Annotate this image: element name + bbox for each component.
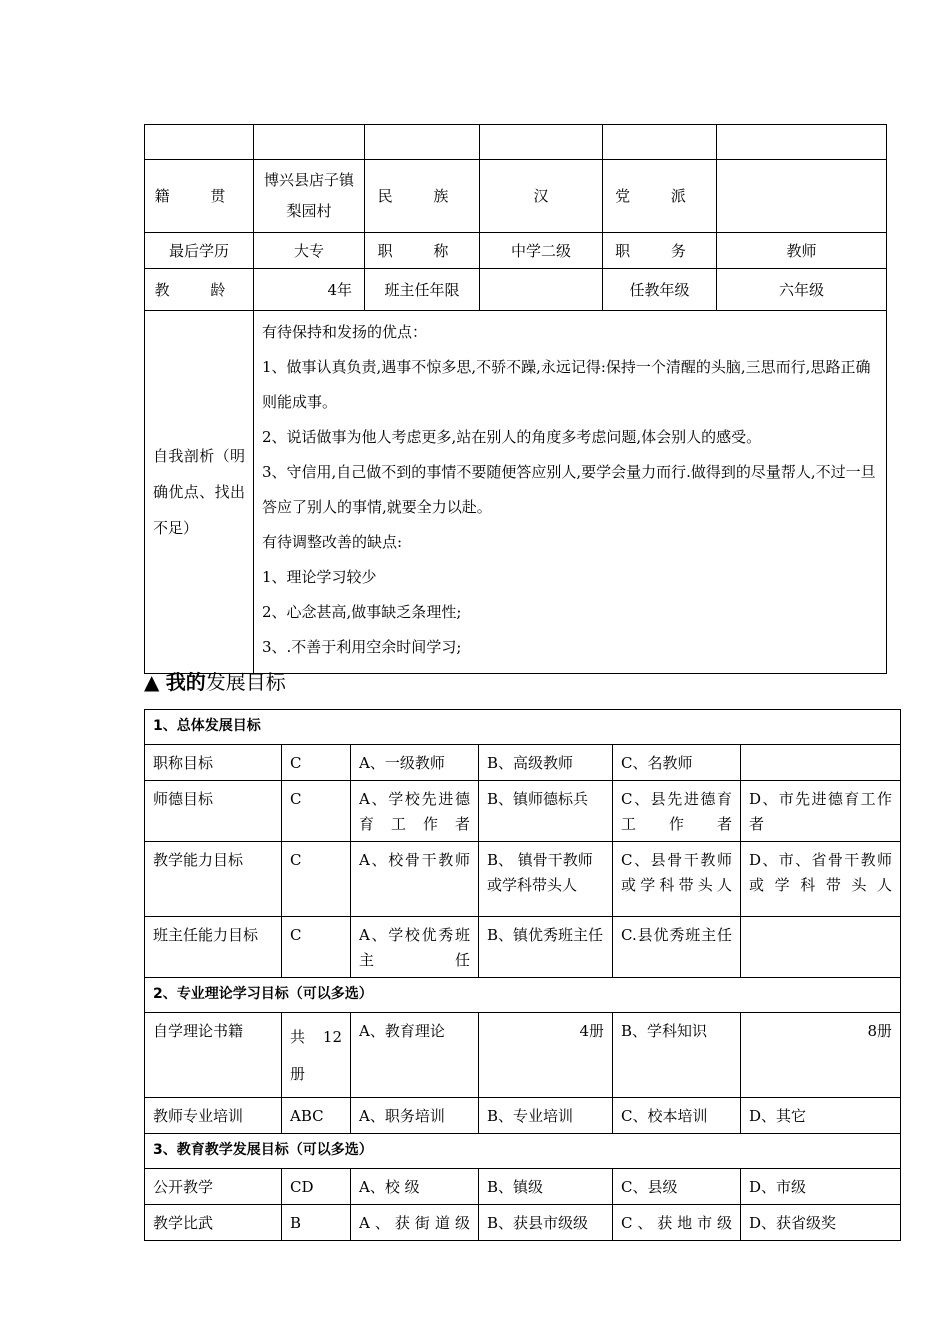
years-row <box>145 269 887 311</box>
goal-choice: C <box>282 917 351 978</box>
option-b: B、专业培训 <box>479 1098 613 1134</box>
option-b: B、获县市级级 <box>479 1205 613 1241</box>
goal-label: 职称目标 <box>145 745 282 781</box>
goal-choice: B <box>282 1205 351 1241</box>
self-line: 3、.不善于利用空余时间学习; <box>262 638 462 656</box>
origin-row <box>145 160 887 233</box>
party-label: 党 派 <box>603 160 717 233</box>
option-c: C、校本培训 <box>613 1098 741 1134</box>
option-d: D、市级 <box>741 1169 901 1205</box>
option-c: C、县先进德育工作者 <box>613 781 741 842</box>
option-c: C、获地市级 <box>613 1205 741 1241</box>
education-row <box>145 233 887 269</box>
goal-label: 班主任能力目标 <box>145 917 282 978</box>
option-b-count: 8册 <box>741 1013 901 1098</box>
option-a: A、教育理论 <box>351 1013 479 1098</box>
goals-table <box>144 709 901 1241</box>
goal-choice: C <box>282 745 351 781</box>
goal-choice: 共 12 册 <box>282 1013 351 1098</box>
ethnic-value: 汉 <box>480 160 603 233</box>
goal-label: 师德目标 <box>145 781 282 842</box>
self-line: 1、做事认真负责,遇事不惊多思,不骄不躁,永远记得:保持一个清醒的头脑,三思而行,思路正确则能成事。 <box>262 358 871 411</box>
section-title: 2、专业理论学习目标（可以多选） <box>145 978 901 1013</box>
section-title: 1、总体发展目标 <box>145 710 901 745</box>
title-value: 中学二级 <box>480 233 603 269</box>
section-row <box>145 978 901 1013</box>
ethnic-label: 民 族 <box>365 160 480 233</box>
option-b: B、镇级 <box>479 1169 613 1205</box>
goal-row <box>145 781 901 842</box>
duty-value: 教师 <box>717 233 887 269</box>
goal-row <box>145 842 901 917</box>
self-line: 2、心念甚高,做事缺乏条理性; <box>262 603 462 621</box>
goal-choice: C <box>282 842 351 917</box>
goal-label: 自学理论书籍 <box>145 1013 282 1098</box>
triangle-icon: ▲ <box>144 670 166 694</box>
goal-label: 教学比武 <box>145 1205 282 1241</box>
section-row <box>145 710 901 745</box>
origin-value: 博兴县店子镇梨园村 <box>254 160 365 233</box>
option-c: C、县级 <box>613 1169 741 1205</box>
option-d: D、市先进德育工作者 <box>741 781 901 842</box>
heading-rest: 发展目标 <box>205 670 286 694</box>
years-label: 教 龄 <box>145 269 254 311</box>
option-b: B、镇优秀班主任 <box>479 917 613 978</box>
option-a: A、职务培训 <box>351 1098 479 1134</box>
books-row <box>145 1013 901 1098</box>
section-heading <box>144 666 286 695</box>
teacher-info-table <box>144 124 887 674</box>
years-value: 4年 <box>254 269 365 311</box>
option-c: C、名教师 <box>613 745 741 781</box>
option-d: D、获省级奖 <box>741 1205 901 1241</box>
option-a-count: 4册 <box>479 1013 613 1098</box>
self-line: 有待保持和发扬的优点： <box>262 323 428 341</box>
headteacher-value <box>480 269 603 311</box>
goal-label: 公开教学 <box>145 1169 282 1205</box>
option-d: D、其它 <box>741 1098 901 1134</box>
option-a: A、学校先进德育工作者 <box>351 781 479 842</box>
self-line: 3、守信用,自己做不到的事情不要随便答应别人,要学会量力而行.做得到的尽量帮人,不过一旦答应了别人的事情,就要全力以赴。 <box>262 463 876 516</box>
option-d <box>741 917 901 978</box>
edu-value: 大专 <box>254 233 365 269</box>
section-row <box>145 1134 901 1169</box>
title-label: 职 称 <box>365 233 480 269</box>
origin-label: 籍 贯 <box>145 160 254 233</box>
goal-label: 教师专业培训 <box>145 1098 282 1134</box>
option-b: B、 镇骨干教师或学科带头人 <box>479 842 613 917</box>
edu-label: 最后学历 <box>145 233 254 269</box>
goal-choice: CD <box>282 1169 351 1205</box>
goal-choice: ABC <box>282 1098 351 1134</box>
duty-label: 职 务 <box>603 233 717 269</box>
option-a: A、获街道级 <box>351 1205 479 1241</box>
self-analysis-label: 自我剖析（明确优点、找出不足） <box>145 311 254 674</box>
goal-label: 教学能力目标 <box>145 842 282 917</box>
goal-choice: C <box>282 781 351 842</box>
self-analysis-content <box>254 311 887 674</box>
option-a: A、校骨干教师 <box>351 842 479 917</box>
goal-row <box>145 1169 901 1205</box>
empty-top-row <box>145 125 887 160</box>
self-analysis-row <box>145 311 887 674</box>
party-value <box>717 160 887 233</box>
goal-row <box>145 917 901 978</box>
training-row <box>145 1098 901 1134</box>
option-d: D、市、省骨干教师或学科带头人 <box>741 842 901 917</box>
option-b: B、高级教师 <box>479 745 613 781</box>
goal-row <box>145 745 901 781</box>
grade-value: 六年级 <box>717 269 887 311</box>
option-b: B、镇师德标兵 <box>479 781 613 842</box>
grade-label: 任教年级 <box>603 269 717 311</box>
section-title: 3、教育教学发展目标（可以多选） <box>145 1134 901 1169</box>
headteacher-label: 班主任年限 <box>365 269 480 311</box>
goal-row <box>145 1205 901 1241</box>
self-line: 2、说话做事为他人考虑更多,站在别人的角度多考虑问题,体会别人的感受。 <box>262 428 762 446</box>
self-line: 1、理论学习较少 <box>262 568 377 586</box>
option-c: C.县优秀班主任 <box>613 917 741 978</box>
option-a: A、校 级 <box>351 1169 479 1205</box>
self-line: 有待调整改善的缺点: <box>262 533 403 551</box>
option-a: A、一级教师 <box>351 745 479 781</box>
option-a: A、学校优秀班主任 <box>351 917 479 978</box>
option-b: B、学科知识 <box>613 1013 741 1098</box>
option-d <box>741 745 901 781</box>
heading-bold: 我的 <box>165 670 206 694</box>
option-c: C、县骨干教师或学科带头人 <box>613 842 741 917</box>
